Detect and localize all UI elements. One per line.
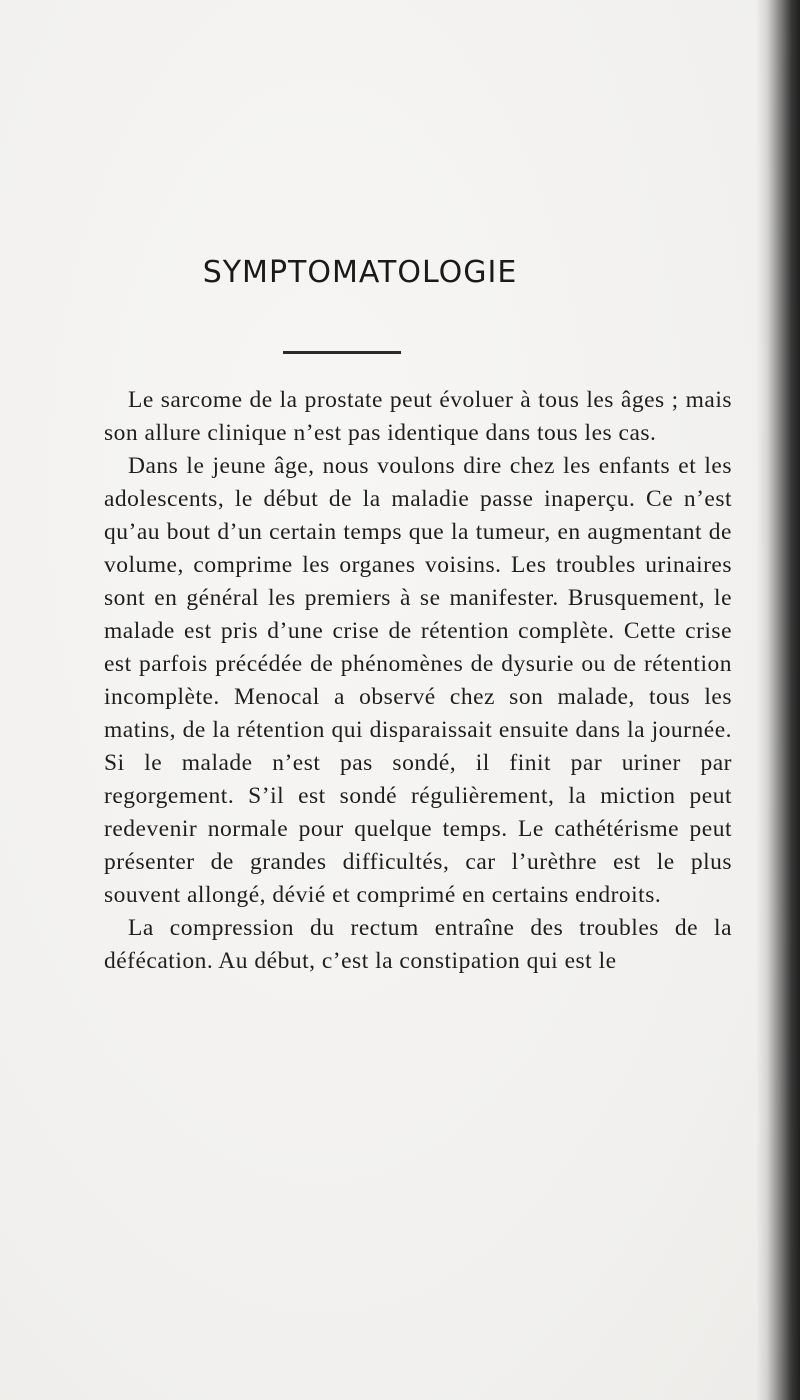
paragraph-2: Dans le jeune âge, nous voulons dire chez les enfants et les adolescents, le début de la maladie passe inaperçu. Ce n’est qu’au bout d’un certain temps que la tumeur, en augmentant de volume, comprime les organes voisins. Les troubles urinaires sont en général les premiers à se manifester. Brusquement, le malade est pris d’une crise de rétention complète. Cette crise est parfois précédée de phénomènes de dysurie ou de rétention incomplète. Menocal a observé chez son malade, tous les matins, de la rétention qui disparaissait ensuite dans la journée. Si le malade n’est pas sondé, il finit par uriner par regorgement. S’il est sondé régulièrement, la miction peut redevenir normale pour quelque temps. Le cathétérisme peut présenter de grandes difficultés, car l’urèthre est le plus souvent allongé, dévié et comprimé en certains endroits. (104, 453, 732, 908)
page-edge-shadow (756, 0, 800, 1400)
paragraph-3: La compression du rectum entraîne des troubles de la défécation. Au début, c’est la constipation qui est le (104, 915, 732, 974)
paragraph-1: Le sarcome de la prostate peut évoluer à tous les âges ; mais son allure clinique n’est pas identique dans tous les cas. (104, 387, 732, 446)
chapter-heading: SYMPTOMATOLOGIE (202, 255, 518, 290)
body-text (104, 384, 732, 978)
heading-rule (283, 351, 401, 354)
